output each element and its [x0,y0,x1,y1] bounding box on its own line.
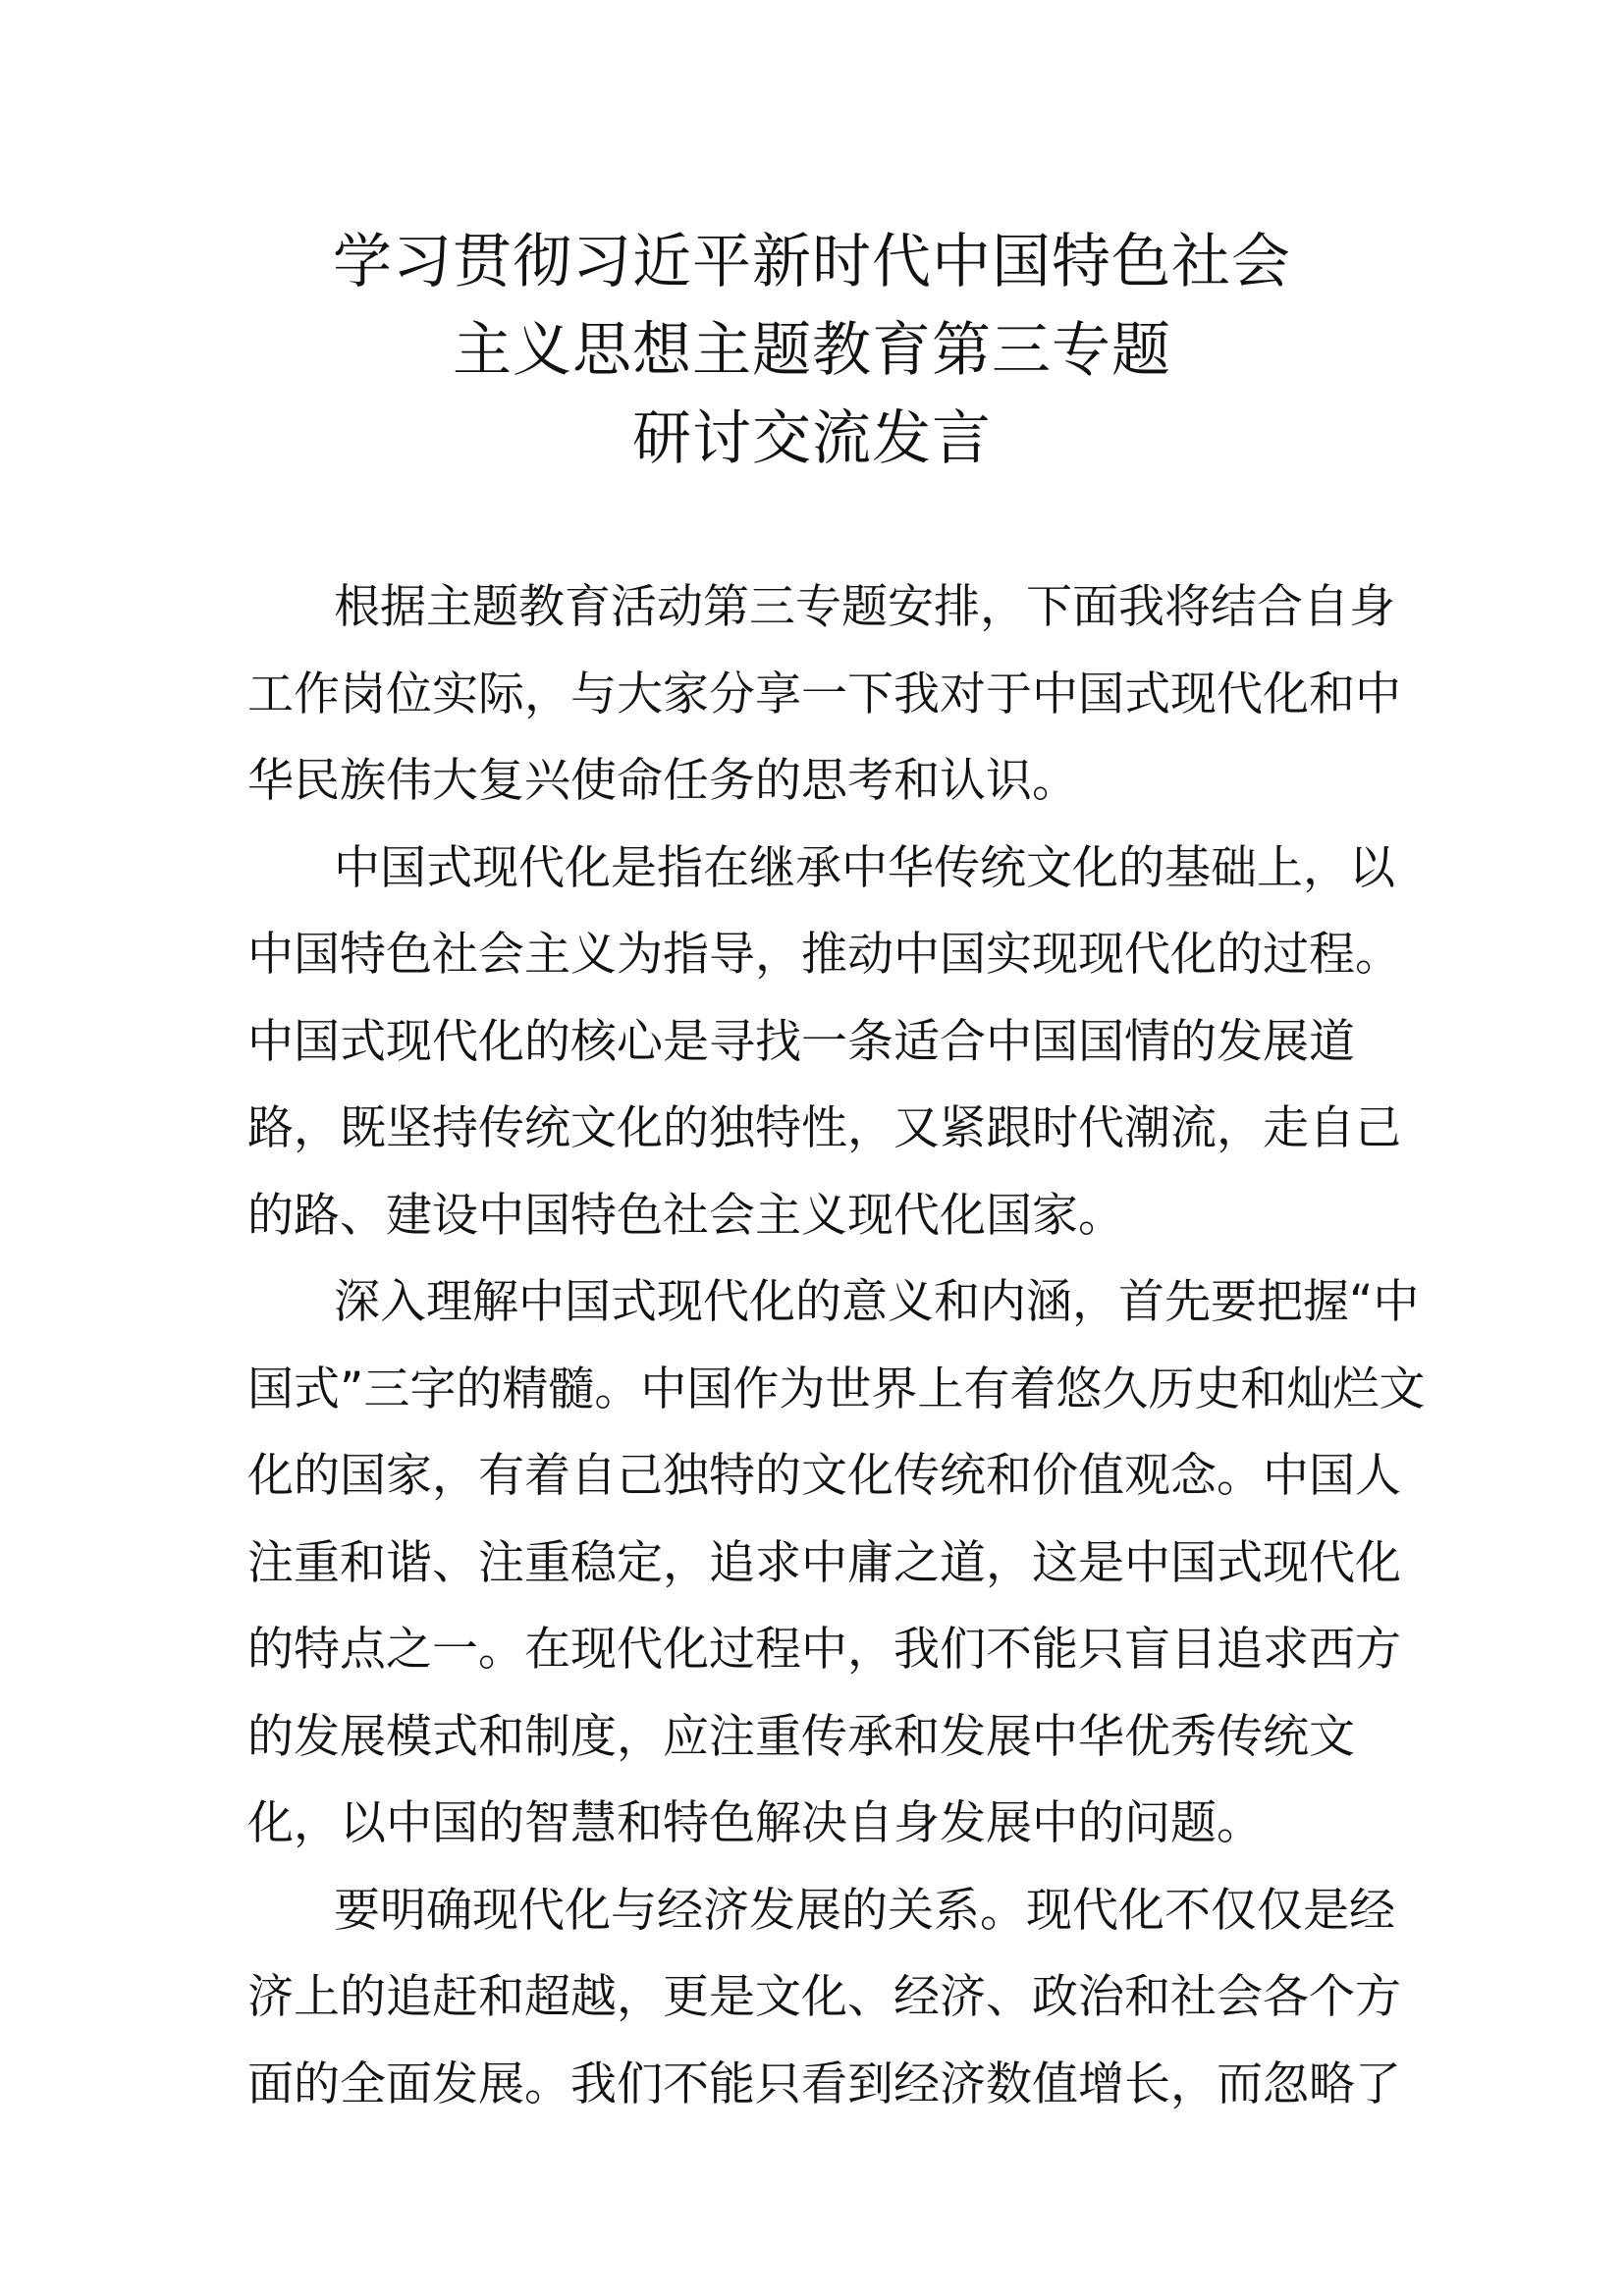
paragraph-line: 的路、建设中国特色社会主义现代化国家。 [247,1188,1124,1243]
title-line-1: 学习贯彻习近平新时代中国特色社会 [333,228,1291,296]
paragraph-line: 化的国家，有着自己独特的文化传统和价值观念。中国人 [247,1449,1401,1503]
paragraph-line: 的特点之一。在现代化过程中，我们不能只盲目追求西方 [247,1623,1401,1677]
paragraph-line: 注重和谐、注重稳定，追求中庸之道，这是中国式现代化 [247,1535,1401,1590]
paragraph-line: 要明确现代化与经济发展的关系。现代化不仅仅是经 [334,1883,1395,1938]
paragraph-line: 中国式现代化的核心是寻找一条适合中国国情的发展道 [247,1014,1355,1069]
paragraph-line: 化，以中国的智慧和特色解决自身发展中的问题。 [247,1796,1263,1850]
paragraph-line: 华民族伟大复兴使命任务的思考和认识。 [247,754,1078,808]
paragraph-line: 面的全面发展。我们不能只看到经济数值增长，而忽略了 [247,2056,1401,2111]
paragraph-line: 根据主题教育活动第三专题安排，下面我将结合自身 [334,580,1395,634]
paragraph-line: 的发展模式和制度，应注重传承和发展中华优秀传统文 [247,1709,1355,1764]
document-title [0,218,1624,483]
title-line-2: 主义思想主题教育第三专题 [453,316,1171,385]
document-body [247,564,1426,2128]
paragraph-3 [247,1259,1426,1868]
paragraph-line: 路，既坚持传统文化的独特性，又紧跟时代潮流，走自己 [247,1101,1401,1155]
title-line-3: 研讨交流发言 [632,404,992,473]
paragraph-4 [247,1868,1401,2129]
paragraph-line: 中国式现代化是指在继承中华传统文化的基础上，以 [334,840,1395,895]
paragraph-line: 中国特色社会主义为指导，推动中国实现现代化的过程。 [247,928,1401,982]
paragraph-line: 国式”三字的精髓。中国作为世界上有着悠久历史和灿烂文 [247,1362,1426,1416]
paragraph-1 [247,564,1401,826]
paragraph-2 [247,826,1401,1260]
paragraph-line: 济上的追赶和超越，更是文化、经济、政治和社会各个方 [247,1970,1401,2024]
paragraph-line: 深入理解中国式现代化的意义和内涵，首先要把握“中 [334,1275,1420,1329]
paragraph-line: 工作岗位实际，与大家分享一下我对于中国式现代化和中 [247,667,1401,721]
